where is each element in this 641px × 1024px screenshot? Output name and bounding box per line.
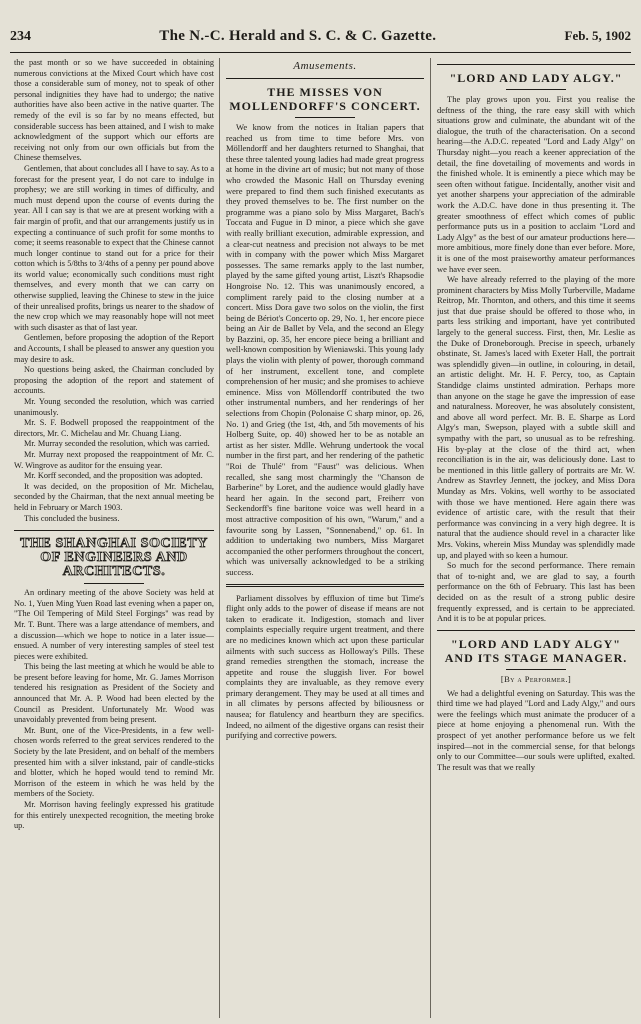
section-rule (226, 78, 424, 79)
paragraph: Mr. Korff seconded, and the proposition was adopted. (24, 471, 203, 481)
section-rule (437, 630, 635, 631)
paragraph: the past month or so we have succeeded in obtaining numerous convictions at the Mixed Court which have cost those a considerable sum of money, not to speak of other personal indignities they have had to undergo; the native authorities have also been active in the native quarter. The remedy of the evil is so far by no means effected, but considerable success has been attained, and I wish to make acknowledgment of the support which our efforts are receiving not only from our own officials but from the Chinese themselves. (14, 58, 214, 163)
paragraph: Mr. S. F. Bodwell proposed the reappointment of the directors, Mr. C. Michelau and Mr. Chuang Liang. (14, 418, 214, 438)
column-3 (437, 58, 635, 1018)
paragraph: We had a delightful evening on Saturday. This was the third time we had played "Lord and Lady Algy," and ours were the feelings which must animate the producer of a piece at home enjoying a phenomenal run. With the prospect of yet another performance before us we felt inspired—not in the commercial sense, for that belongs only to our Committee—our souls were uplifted, exalted. The result was that we really (437, 687, 635, 772)
paragraph: Mr. Bunt, one of the Vice-Presidents, in a few well-chosen words referred to the great services rendered to the Society by the late President, and on behalf of the members presented him with a silver inkstand, pair of candle-sticks and blotter, which he hoped would tend to remind Mr. Morrison of the esteem in which he was held by the members of the Society. (14, 725, 214, 799)
masthead: The N.-C. Herald and S. C. & C. Gazette. (159, 28, 437, 44)
advertisement: Parliament dissolves by effluxion of time but Time's flight only adds to the power of disease if means are not taken to eradicate it. Indigestion, stomach and liver complaints especially require urgent treatment, and there are no medicines known which act upon these particular ailments with such success as Holloway's Pills. These grand remedies strengthen the stomach, increase the appetite and rouse the sluggish liver. For bowel complaints they are invaluable, as they remove every primary derangement. They may be used at all times and in all climates by persons affected by biliousness or nausea; for flatulency and heartburn they are specifics. Indeed, no ailment of the digestive organs can resist their purifying and corrective powers. (226, 592, 424, 741)
paragraph: We know from the notices in Italian papers that reached us from time to time before Mrs. von Möllendorff and her daughters returned to Shanghai, that these three talented young ladies had made great progress at home in the divine art of music; but not many of those who crowded the Masonic Hall on Thursday evening were prepared to find them such finished executants as they proved themselves to be. The first number on the programme was a piano solo by Miss Margaret, Bach's Toccata and Fugue in D minor, a piece which she gave with really brilliant execution, admirable expression, and a clear-cut neatness and precision not always to be met with in company with the power which Miss Margaret possesses. The same remarks apply to the last number, played by the same gifted young artist, Liszt's Rhapsodie Hongroise No. 12. This was unanimously encored, a compliment rarely paid to the closing number at a concert. Miss Dora gave two solos on the violin, the first being de Bériot's Concerto op. 29, No. 1, her encore piece being an Air de Ballet by Vela, and the second an Elegy by Bazzini, op. 35, her encore piece being a brilliant and well-known composition by Wieniawski. This young lady plays the violin with plenty of power, thorough command of her instrument, excellent tone, and complete comprehension of her music; and she promises to achieve eminence. Miss von Möllendorff contributed the two other instrumental numbers, and her renderings of her selections from Chopin (Polonaise C sharp minor, op. 26, No. 1) and Grieg (the 1st, 4th, and 5th movements of his Holberg Suite, op. 40) showed her to be as notable an artist as her sister. Mdlle. Wehrung undertook the vocal number in the first part, and her rendering of the pathetic "Roi de Thulé" from "Faust" was delicious. When recalled, she sang most charmingly the "Chanson de Barberine" by Loret, and the audience would gladly have heard her again. In the second part, Freiherr von Seckendorff's fine baritone voice was well heard in a most attractive composition of his own, "Warum," and a favourite song by Lassen, "Sonnenabend," op. 61. In addition to undertaking two numbers, Miss Margaret accompanied the other performers throughout the concert, which was universally acknowledged to be a striking success. (226, 122, 424, 577)
paragraph: Mr. Morrison having feelingly expressed his gratitude for this entirely unexpected recognition, the meeting broke up. (14, 800, 214, 831)
paragraph: Gentlemen, before proposing the adoption of the Report and Accounts, I shall be pleased to answer any question you may desire to ask. (14, 333, 214, 364)
article-title: THE MISSES VON MOLLENDORFF'S CONCERT. (229, 85, 421, 113)
section-rule (226, 584, 424, 587)
column-divider (219, 58, 220, 1018)
column-divider (430, 58, 431, 1018)
column-2 (226, 58, 424, 1018)
paragraph: Mr. Murray seconded the resolution, which was carried. (24, 439, 210, 449)
paragraph: Mr. Murray next proposed the reappointment of Mr. C. W. Wingrove as auditor for the ensuing year. (14, 449, 214, 470)
byline: [By a Performer.] (500, 673, 572, 684)
title-rule (295, 117, 355, 118)
section-rule (437, 64, 635, 65)
column-1 (14, 58, 214, 1018)
header-rule (10, 52, 631, 53)
title-rule (506, 89, 566, 90)
paragraph: This concluded the business. (24, 513, 120, 523)
paragraph: Gentlemen, that about concludes all I have to say. As to a forecast for the present year, I do not care to indulge in prophesy; we are still working in times of difficulty, and much must depend upon the course of events during the year. All I can say is that we are at present working with a fair margin of profit, and that our arrangements justify us in expecting a continuance of such profit for some months to come; it seems reasonable to expect that the Chinese cannot much longer continue to stand out for a price for their cotton which is 5/8ths to 3/4ths of a penny per pound above its world value; economically such conditions must right themselves, and every month that we can carry on otherwise supplied, leaving the Chinese to stew in the juice of their unrealised profits, brings us nearer to the shadow of the new crop which we may reasonably hope will not meet with such disaster as that of last year. (14, 163, 214, 332)
issue-date: Feb. 5, 1902 (564, 28, 631, 43)
title-rule (84, 583, 144, 584)
paragraph: Mr. Young seconded the resolution, which was carried unanimously. (14, 397, 214, 417)
paragraph: An ordinary meeting of the above Society was held at No. 1, Yuen Ming Yuen Road last evening when a paper on, "The Oil Tempering of Mild Steel Forgings" was read by Mr. T. Bunt. There was a large attendance of members, and a discussion—which we hope to notice in a later issue—ensued. A number of very interesting samples of steel test pieces were exhibited. (14, 588, 214, 661)
article-title: "LORD AND LADY ALGY." (449, 71, 623, 85)
page-number: 234 (10, 29, 31, 44)
section-kicker: Amusements. (293, 60, 357, 72)
paragraph: The play grows upon you. First you realise the deftness of the thing, the rare easy skill with which situations grow and culminate, the abundant wit of the dialogue, the truth of the characterisation. On a second hearing—the A.D.C. repeated "Lord and Lady Algy" on Thursday night—you reach a keener appreciation of the detail, the fine dovetailing of movements and words in the finished whole. It is eminently a piece which may be seen often without fatigue. Incidentally, another visit and yet another sharpens your appreciation of the admirable work the A.D.C. have done in thus presenting it. The greater smoothness of effect which comes of public performance puts us in a position to acclaim "Lord and Lady Algy" as the best of our amateur productions here—more ambitious, more finely done than ever before. More, it is one of the most praiseworthy amateur performances we have ever seen. (437, 94, 635, 274)
paragraph: It was decided, on the proposition of Mr. Michelau, seconded by the Chairman, that the next annual meeting be held in February or March 1903. (14, 481, 214, 512)
section-title: THE SHANGHAI SOCIETY OF ENGINEERS AND ARCHITECTS. (20, 536, 208, 580)
paragraph: So much for the second performance. There remain that of to-night and, we are glad to say, a fourth performance on the 6th of February. This last has been decided on as the result of a strong public desire frequently expressed, and is certain to be appreciated. And it is to be at popular prices. (437, 560, 635, 624)
paragraph: This being the last meeting at which he would be able to be present before leaving for home, Mr. G. James Morrison tendered his resignation as President of the Society and announced that Mr. A. P. Wood had been elected by the Council as President. Unfortunately Mr. Wood was unavoidably prevented from being present. (14, 662, 214, 725)
paragraph: No questions being asked, the Chairman concluded by proposing the adoption of the report and statement of accounts. (14, 365, 214, 396)
title-rule (506, 669, 566, 670)
page-header (10, 28, 631, 50)
paragraph: We have already referred to the playing of the more prominent characters by Miss Molly Turberville, Madame Reitrop, Mr. Thornton, and others, and this time it seems just that due praise should be offered to those who, in parts less striking and important, have yet contributed largely to the general success. First, then, Mr. Leslie as the Duke of Droneborough. Precise in speech, urbanely obstinate, St. James's laced with Exeter Hall, the portrait was splendidly given—in outline, in colouring, in detail, an artistic delight. Mr. H. F. Percy, too, as Captain Standidge claims unstinted admiration. Perhaps more than anyone on the stage he gave the impression of ease and naturalness. Moreover, he was absolutely consistent, and above all word perfect. Mr. B. E. Sharpe as Lord Algy's man, Swepson, played with a subtle skill and sympathy with the part, so unusual as to be refreshing. His by-play at the close of the third act, when reconciliation is in the air, was deliciously done. Last to be mentioned in this little gallery of portraits are Mr. W. Andrew as Stavrley Jennett, the jockey, and Miss Dora Munday as Mrs. Vokins, well worthy to be associated with those we have mentioned. Here again there was evidence of artistic care, with the result that their performance was convincing in a very high degree. It is natural that the audience should revel in a character like Mrs. Vokins, wherein Miss Munday was splendidly made up, and played with so keen a humour. (437, 274, 635, 560)
article-title: "LORD AND LADY ALGY" AND ITS STAGE MANAGER. (444, 636, 628, 665)
section-rule (14, 530, 214, 531)
